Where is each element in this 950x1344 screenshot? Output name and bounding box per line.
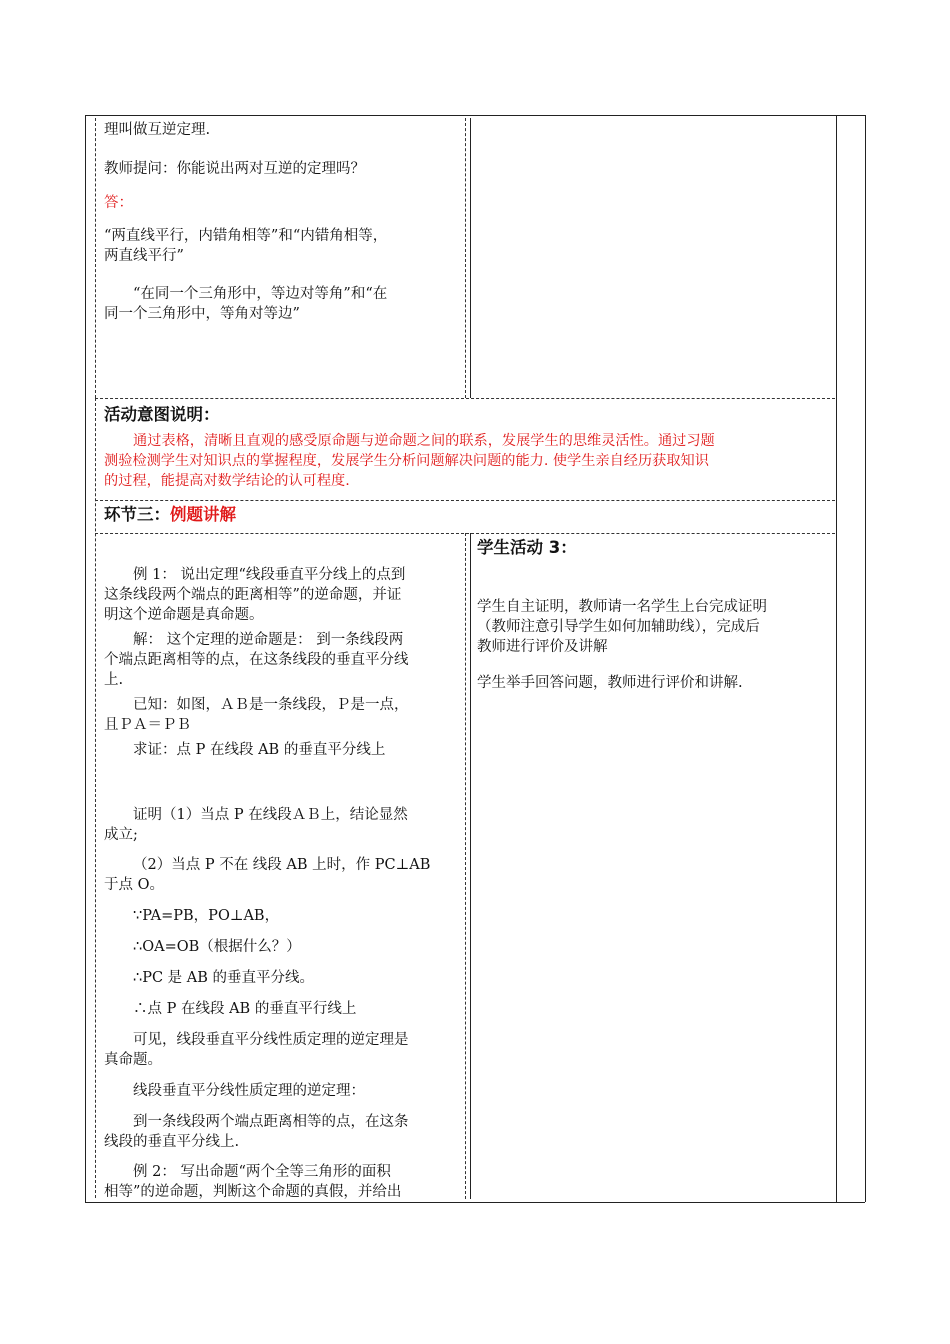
- proof-step-4: ∴点 P 在线段 AB 的垂直平行线上: [133, 1001, 357, 1017]
- column-divider-top-inner: [470, 118, 471, 398]
- section-3-title: 例题讲解: [170, 505, 236, 524]
- row-divider-2: [95, 500, 835, 501]
- theorem-pair-2-line-1: “在同一个三角形中，等边对等角”和“在: [133, 286, 388, 302]
- proof-step-2: ∴OA=OB（根据什么？）: [133, 939, 301, 955]
- proof-case-1-line-2: 成立;: [104, 827, 138, 843]
- theorem-pair-1-line-1: “两直线平行，内错角相等”和“内错角相等，: [104, 228, 388, 244]
- theorem-pair-2-line-2: 同一个三角形中，等角对等边”: [104, 306, 300, 322]
- table-top-border: [85, 115, 865, 116]
- example-2-line-1: 例 2： 写出命题“两个全等三角形的面积: [133, 1164, 391, 1180]
- intent-line-1: 通过表格，清晰且直观的感受原命题与逆命题之间的联系，发展学生的思维灵活性。通过习题: [133, 433, 715, 449]
- student-activity-title: 学生活动 3：: [477, 538, 577, 557]
- theorem-pair-1-line-2: 两直线平行”: [104, 248, 184, 264]
- top-left-cell: [104, 120, 462, 324]
- proof-step-1: ∵PA=PB，PO⊥AB，: [133, 908, 280, 924]
- conclusion-line-1: 可见，线段垂直平分线性质定理的逆定理是: [133, 1032, 409, 1048]
- example-cell: [104, 565, 462, 1202]
- example-1-line-1: 例 1： 说出定理“线段垂直平分线上的点到: [133, 567, 406, 583]
- inverse-theorem-title: 线段垂直平分线性质定理的逆定理：: [133, 1083, 365, 1099]
- proof-case-2-line-2: 于点 O。: [104, 877, 164, 893]
- intent-line-2: 测验检测学生对知识点的掌握程度，发展学生分析问题解决问题的能力. 使学生亲自经历获取知识: [104, 453, 709, 469]
- proof-case-2-line-1: （2）当点 P 不在 线段 AB 上时，作 PC⊥AB: [133, 857, 431, 873]
- student-activity-p1-line-3: 教师进行评价及讲解: [477, 639, 608, 655]
- given-line-1: 已知：如图，ＡＢ是一条线段，Ｐ是一点，: [133, 697, 409, 713]
- intent-title: 活动意图说明：: [104, 405, 220, 424]
- solution-line-3: 上.: [104, 672, 124, 688]
- solution-line-1: 解： 这个定理的逆命题是： 到一条线段两: [133, 632, 404, 648]
- example-2-line-2: 相等”的逆命题，判断这个命题的真假，并给出: [104, 1184, 402, 1200]
- intent-line-3: 的过程，能提高对数学结论的认可程度.: [104, 473, 350, 489]
- student-activity-p1-line-2: （教师注意引导学生如何加辅助线），完成后: [477, 619, 760, 635]
- example-1-line-3: 明这个逆命题是真命题。: [104, 607, 264, 623]
- answer-label: 答：: [104, 195, 133, 211]
- proof-case-1-line-1: 证明（1）当点 P 在线段ＡＢ上，结论显然: [133, 807, 408, 823]
- example-1-line-2: 这条线段两个端点的距离相等”的逆命题，并证: [104, 587, 402, 603]
- student-activity-p1-line-1: 学生自主证明，教师请一名学生上台完成证明: [477, 599, 767, 615]
- student-activity-cell: [477, 538, 827, 693]
- conclusion-line-2: 真命题。: [104, 1052, 162, 1068]
- column-divider-bottom: [465, 533, 466, 1199]
- cell-left-edge: [95, 118, 96, 398]
- prove-statement: 求证：点 P 在线段 AB 的垂直平分线上: [133, 742, 386, 758]
- proof-step-3: ∴PC 是 AB 的垂直平分线。: [133, 970, 315, 986]
- section-3-prefix: 环节三：: [104, 505, 170, 524]
- row-divider-1: [95, 398, 835, 399]
- section-3-header: [104, 505, 832, 525]
- solution-line-2: 个端点距离相等的点，在这条线段的垂直平分线: [104, 652, 409, 668]
- column-divider-top: [465, 118, 466, 398]
- inverse-theorem-line-2: 线段的垂直平分线上.: [104, 1134, 240, 1150]
- table-left-border: [85, 115, 86, 1202]
- teacher-question: 教师提问：你能说出两对互逆的定理吗？: [104, 161, 365, 177]
- table-bottom-border: [85, 1202, 865, 1203]
- continued-line: 理叫做互逆定理.: [104, 122, 211, 138]
- table-right-border: [865, 115, 866, 1202]
- intent-cell: [104, 405, 832, 491]
- student-activity-p2: 学生举手回答问题，教师进行评价和讲解.: [477, 675, 743, 691]
- inverse-theorem-line-1: 到一条线段两个端点距离相等的点，在这条: [133, 1114, 409, 1130]
- cell-left-edge-2: [95, 398, 96, 1198]
- table-inner-right-border: [836, 115, 837, 1202]
- given-line-2: 且ＰＡ＝ＰＢ: [104, 717, 191, 733]
- column-divider-bottom-inner: [470, 533, 471, 1199]
